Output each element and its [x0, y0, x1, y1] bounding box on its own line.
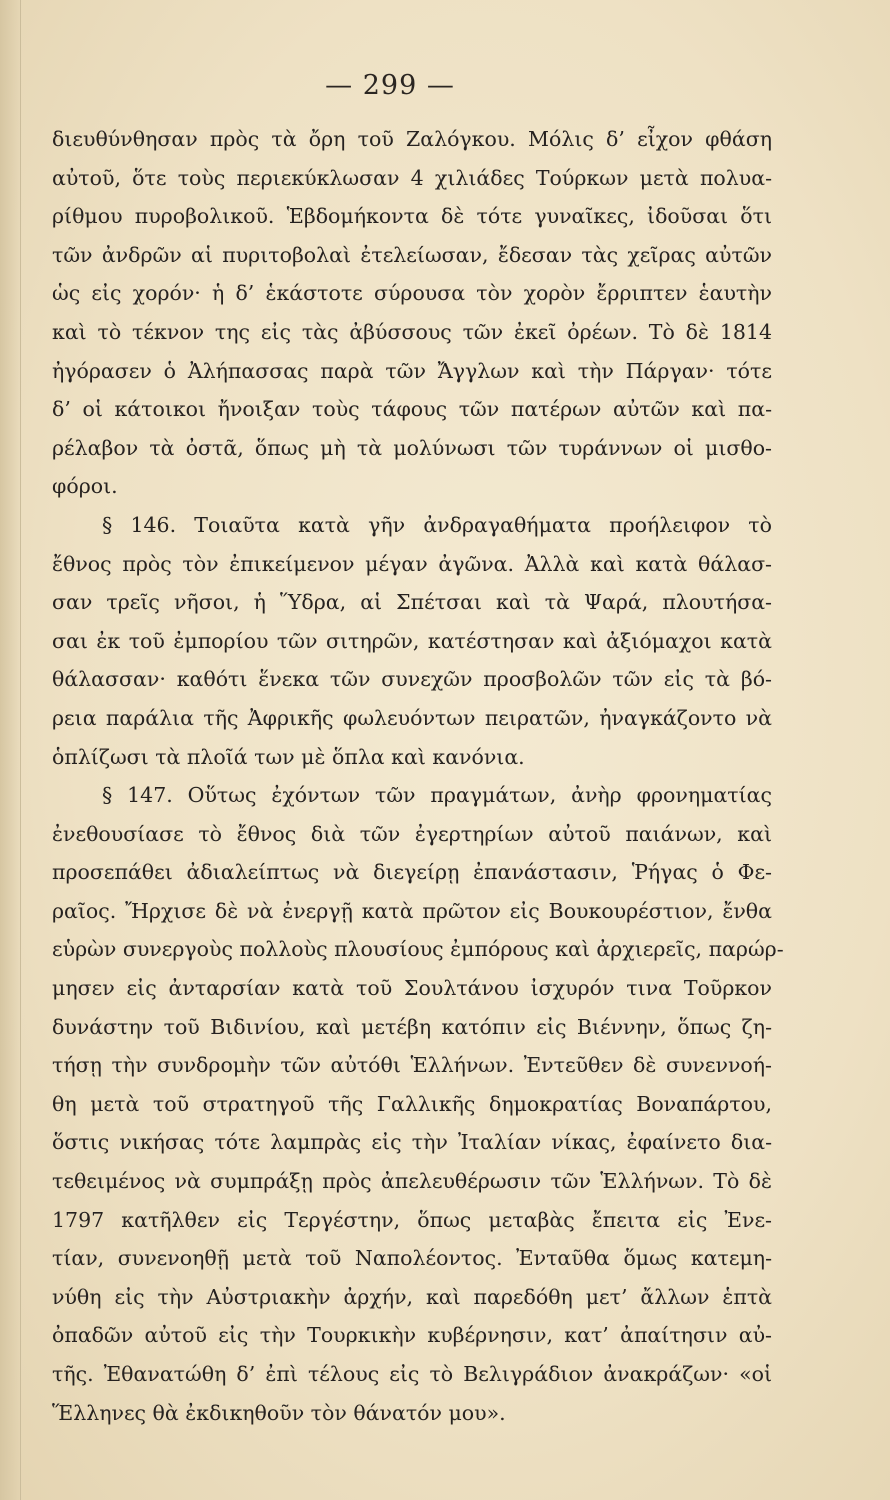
- text-line: ρίθμου πυροβολικοῦ. Ἑβδομήκοντα δὲ τότε γυναῖκες, ἰδοῦσαι ὅτι: [52, 204, 772, 229]
- text-line: Ἕλληνες θὰ ἐκδικηθοῦν τὸν θάνατόν μου».: [52, 1400, 506, 1425]
- text-line: ρεια παράλια τῆς Ἀφρικῆς φωλευόντων πειρατῶν, ἠναγκάζοντο νὰ: [52, 705, 772, 730]
- text-line: δ’ οἱ κάτοικοι ἤνοιξαν τοὺς τάφους τῶν πατέρων αὐτῶν καὶ πα-: [52, 397, 772, 422]
- text-line: ὅστις νικήσας τότε λαμπρὰς εἰς τὴν Ἰταλίαν νίκας, ἐφαίνετο δια-: [52, 1130, 772, 1155]
- text-line: νύθη εἰς τὴν Αὐστριακὴν ἀρχήν, καὶ παρεδόθη μετ’ ἄλλων ἑπτὰ: [52, 1284, 772, 1309]
- text-line: ἠγόρασεν ὁ Ἀλήπασσας παρὰ τῶν Ἄγγλων καὶ τὴν Πάργαν· τότε: [52, 358, 772, 383]
- text-line: καὶ τὸ τέκνον της εἰς τὰς ἀβύσσους τῶν ἐκεῖ ὀρέων. Τὸ δὲ 1814: [52, 319, 772, 344]
- text-line: τῆς. Ἐθανατώθη δ’ ἐπὶ τέλους εἰς τὸ Βελιγράδιον ἀνακράζων· «οἱ: [52, 1362, 772, 1386]
- text-line: τεθειμένος νὰ συμπράξῃ πρὸς ἀπελευθέρωσιν τῶν Ἑλλήνων. Τὸ δὲ: [52, 1169, 772, 1194]
- text-line: ὀπαδῶν αὐτοῦ εἰς τὴν Τουρκικὴν κυβέρνησιν, κατ’ ἀπαίτησιν αὐ-: [52, 1323, 772, 1348]
- text-line: τίαν, συνενοηθῇ μετὰ τοῦ Ναπολέοντος. Ἐνταῦθα ὅμως κατεμη-: [52, 1246, 772, 1271]
- gutter-shadow: [0, 0, 22, 1500]
- text-line: προσεπάθει ἀδιαλείπτως νὰ διεγείρῃ ἐπανάστασιν, Ῥήγας ὁ Φε-: [52, 860, 772, 885]
- text-line: φόροι.: [52, 474, 118, 499]
- text-line: διευθύνθησαν πρὸς τὰ ὄρη τοῦ Ζαλόγκου. Μόλις δ’ εἶχον φθάση: [52, 127, 772, 151]
- text-line: τήσῃ τὴν συνδρομὴν τῶν αὐτόθι Ἑλλήνων. Ἐντεῦθεν δὲ συνεννοή-: [52, 1053, 772, 1078]
- text-line: ραῖος. Ἤρχισε δὲ νὰ ἐνεργῇ κατὰ πρῶτον εἰς Βουκουρέστιον, ἔνθα: [52, 898, 772, 923]
- section-147-start: § 147. Οὕτως ἐχόντων τῶν πραγμάτων, ἀνὴρ φρονηματίας: [102, 783, 772, 808]
- text-line: ὡς εἰς χορόν· ἡ δ’ ἑκάστοτε σύρουσα τὸν χορὸν ἔρριπτεν ἑαυτὴν: [52, 281, 772, 306]
- page-number: — 299 —: [325, 70, 455, 101]
- gutter-edge: [20, 0, 21, 1500]
- text-line: δυνάστην τοῦ Βιδινίου, καὶ μετέβη κατόπιν εἰς Βιέννην, ὅπως ζη-: [52, 1014, 772, 1039]
- text-line: ἔθνος πρὸς τὸν ἐπικείμενον μέγαν ἀγῶνα. Ἀλλὰ καὶ κατὰ θάλασ-: [52, 551, 772, 576]
- text-line: μησεν εἰς ἀνταρσίαν κατὰ τοῦ Σουλτάνου ἰσχυρόν τινα Τοῦρκον: [52, 976, 772, 1001]
- text-line: σαι ἐκ τοῦ ἐμπορίου τῶν σιτηρῶν, κατέστησαν καὶ ἀξιόμαχοι κατὰ: [52, 628, 772, 653]
- text-line: αὐτοῦ, ὅτε τοὺς περιεκύκλωσαν 4 χιλιάδες Τούρκων μετὰ πολυα-: [52, 165, 772, 190]
- text-line: τῶν ἀνδρῶν αἱ πυριτοβολαὶ ἐτελείωσαν, ἔδεσαν τὰς χεῖρας αὐτῶν: [52, 242, 772, 267]
- text-line: ρέλαβον τὰ ὀστᾶ, ὅπως μὴ τὰ μολύνωσι τῶν τυράννων οἱ μισθο-: [52, 435, 772, 460]
- text-line: 1797 κατῆλθεν εἰς Τεργέστην, ὅπως μεταβὰς ἔπειτα εἰς Ἐνε-: [52, 1207, 772, 1232]
- text-line: σαν τρεῖς νῆσοι, ἡ Ὕδρα, αἱ Σπέτσαι καὶ τὰ Ψαρά, πλουτήσα-: [52, 590, 772, 615]
- section-146-start: § 146. Τοιαῦτα κατὰ γῆν ἀνδραγαθήματα προήλειφον τὸ: [102, 512, 772, 537]
- text-line: ἐνεθουσίασε τὸ ἔθνος διὰ τῶν ἐγερτηρίων αὐτοῦ παιάνων, καὶ: [52, 821, 772, 846]
- body-text: [52, 120, 784, 1432]
- text-line: θη μετὰ τοῦ στρατηγοῦ τῆς Γαλλικῆς δημοκρατίας Βοναπάρτου,: [52, 1091, 772, 1116]
- text-line: εὑρὼν συνεργοὺς πολλοὺς πλουσίους ἐμπόρους καὶ ἀρχιερεῖς, παρώρ-: [52, 937, 784, 962]
- text-line: θάλασσαν· καθότι ἕνεκα τῶν συνεχῶν προσβολῶν τῶν εἰς τὰ βό-: [52, 667, 772, 692]
- text-line: ὁπλίζωσι τὰ πλοῖά των μὲ ὅπλα καὶ κανόνια.: [52, 744, 525, 769]
